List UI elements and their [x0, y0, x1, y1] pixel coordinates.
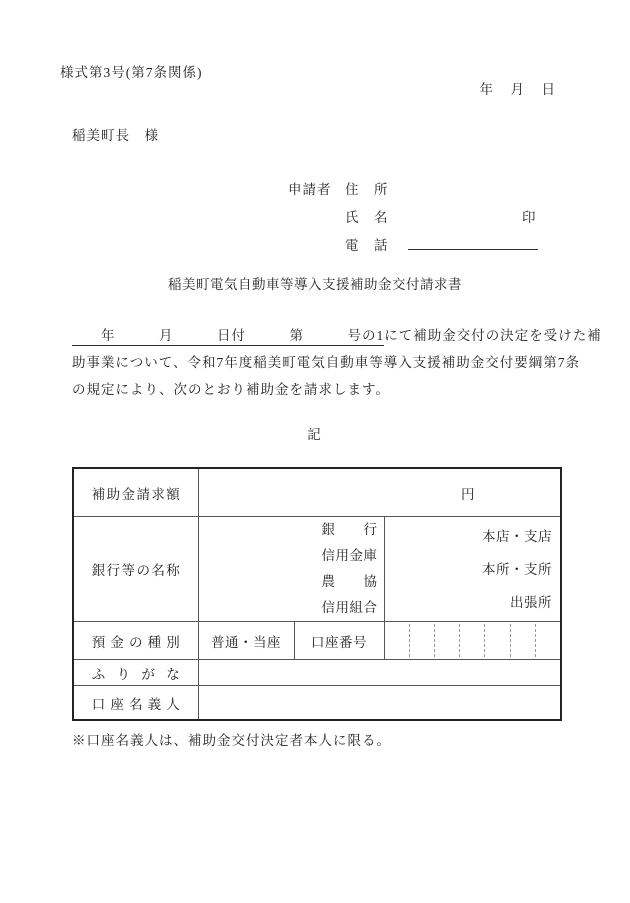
deposit-type-options[interactable]: 普通・当座 [198, 622, 294, 660]
document-title: 稲美町電気自動車等導入支援補助金交付請求書 [168, 277, 462, 292]
account-digit-cell[interactable] [459, 624, 484, 657]
table-row-furigana [73, 660, 561, 686]
request-table [72, 467, 562, 721]
account-digit-cell[interactable] [535, 624, 560, 657]
seal-mark: 印 [522, 210, 537, 225]
applicant-address-label: 住 所 [345, 182, 389, 197]
applicant-label: 申請者 [288, 182, 332, 197]
account-digit-cell[interactable] [409, 624, 434, 657]
amount-label: 補助金請求額 [91, 486, 180, 502]
phone-input-line[interactable] [408, 235, 538, 250]
decision-reference-blanks[interactable]: 年 月 日付 第 号の1 [72, 328, 384, 346]
amount-label-cell [73, 468, 198, 517]
furigana-label-cell [73, 660, 198, 686]
bank-type-option[interactable]: 信用金庫 [321, 548, 378, 563]
account-number-boxes [385, 623, 561, 658]
ki-heading: 記 [307, 427, 323, 442]
table-row-amount [73, 468, 561, 517]
deposit-type-label: 預金の種別 [91, 634, 180, 650]
bank-label-cell [73, 517, 198, 622]
bank-type-option[interactable]: 信用組合 [321, 600, 378, 615]
table-row-deposit [73, 622, 561, 660]
branch-type-option[interactable]: 本店・支店 [482, 528, 552, 544]
applicant-phone-label: 電 話 [345, 238, 389, 253]
account-digit-cell[interactable] [510, 624, 535, 657]
account-number-label: 口座番号 [294, 622, 384, 660]
bank-name-label: 銀行等の名称 [91, 563, 180, 578]
body-paragraph-line2: 助事業について、令和7年度稲美町電気自動車等導入支援補助金交付要綱第7条 [72, 355, 580, 370]
bank-name-cell[interactable] [198, 517, 384, 622]
deposit-label-cell [73, 622, 198, 660]
account-holder-value-cell[interactable] [198, 686, 561, 721]
addressee: 稲美町長 様 [72, 128, 159, 143]
footnote: ※口座名義人は、補助金交付決定者本人に限る。 [72, 733, 391, 748]
body-paragraph-line3: の規定により、次のとおり補助金を請求します。 [72, 382, 390, 397]
furigana-label: ふりがな [91, 666, 180, 682]
account-digit-cell[interactable] [484, 624, 509, 657]
branch-type-option[interactable]: 出張所 [510, 594, 552, 610]
furigana-value-cell[interactable] [198, 660, 561, 686]
account-digit-cell[interactable] [385, 624, 409, 657]
account-holder-label: 口座名義人 [91, 696, 180, 712]
applicant-name-label: 氏 名 [345, 210, 389, 225]
account-holder-label-cell [73, 686, 198, 721]
table-row-account-holder [73, 686, 561, 721]
branch-cell[interactable] [384, 517, 561, 622]
bank-type-option[interactable]: 銀 行 [321, 522, 378, 537]
account-number-cell [384, 622, 561, 660]
body-line1-rest: にて補助金交付の決定を受けた補 [384, 328, 602, 343]
amount-value-cell[interactable] [198, 468, 561, 517]
account-digit-cell[interactable] [434, 624, 459, 657]
yen-unit: 円 [461, 486, 475, 502]
table-row-bank [73, 517, 561, 622]
bank-type-option[interactable]: 農 協 [321, 574, 378, 589]
branch-type-option[interactable]: 本所・支所 [482, 561, 552, 577]
date-line: 年 月 日 [479, 82, 557, 97]
form-number: 様式第3号(第7条関係) [60, 65, 203, 80]
body-paragraph-line1 [72, 324, 602, 344]
